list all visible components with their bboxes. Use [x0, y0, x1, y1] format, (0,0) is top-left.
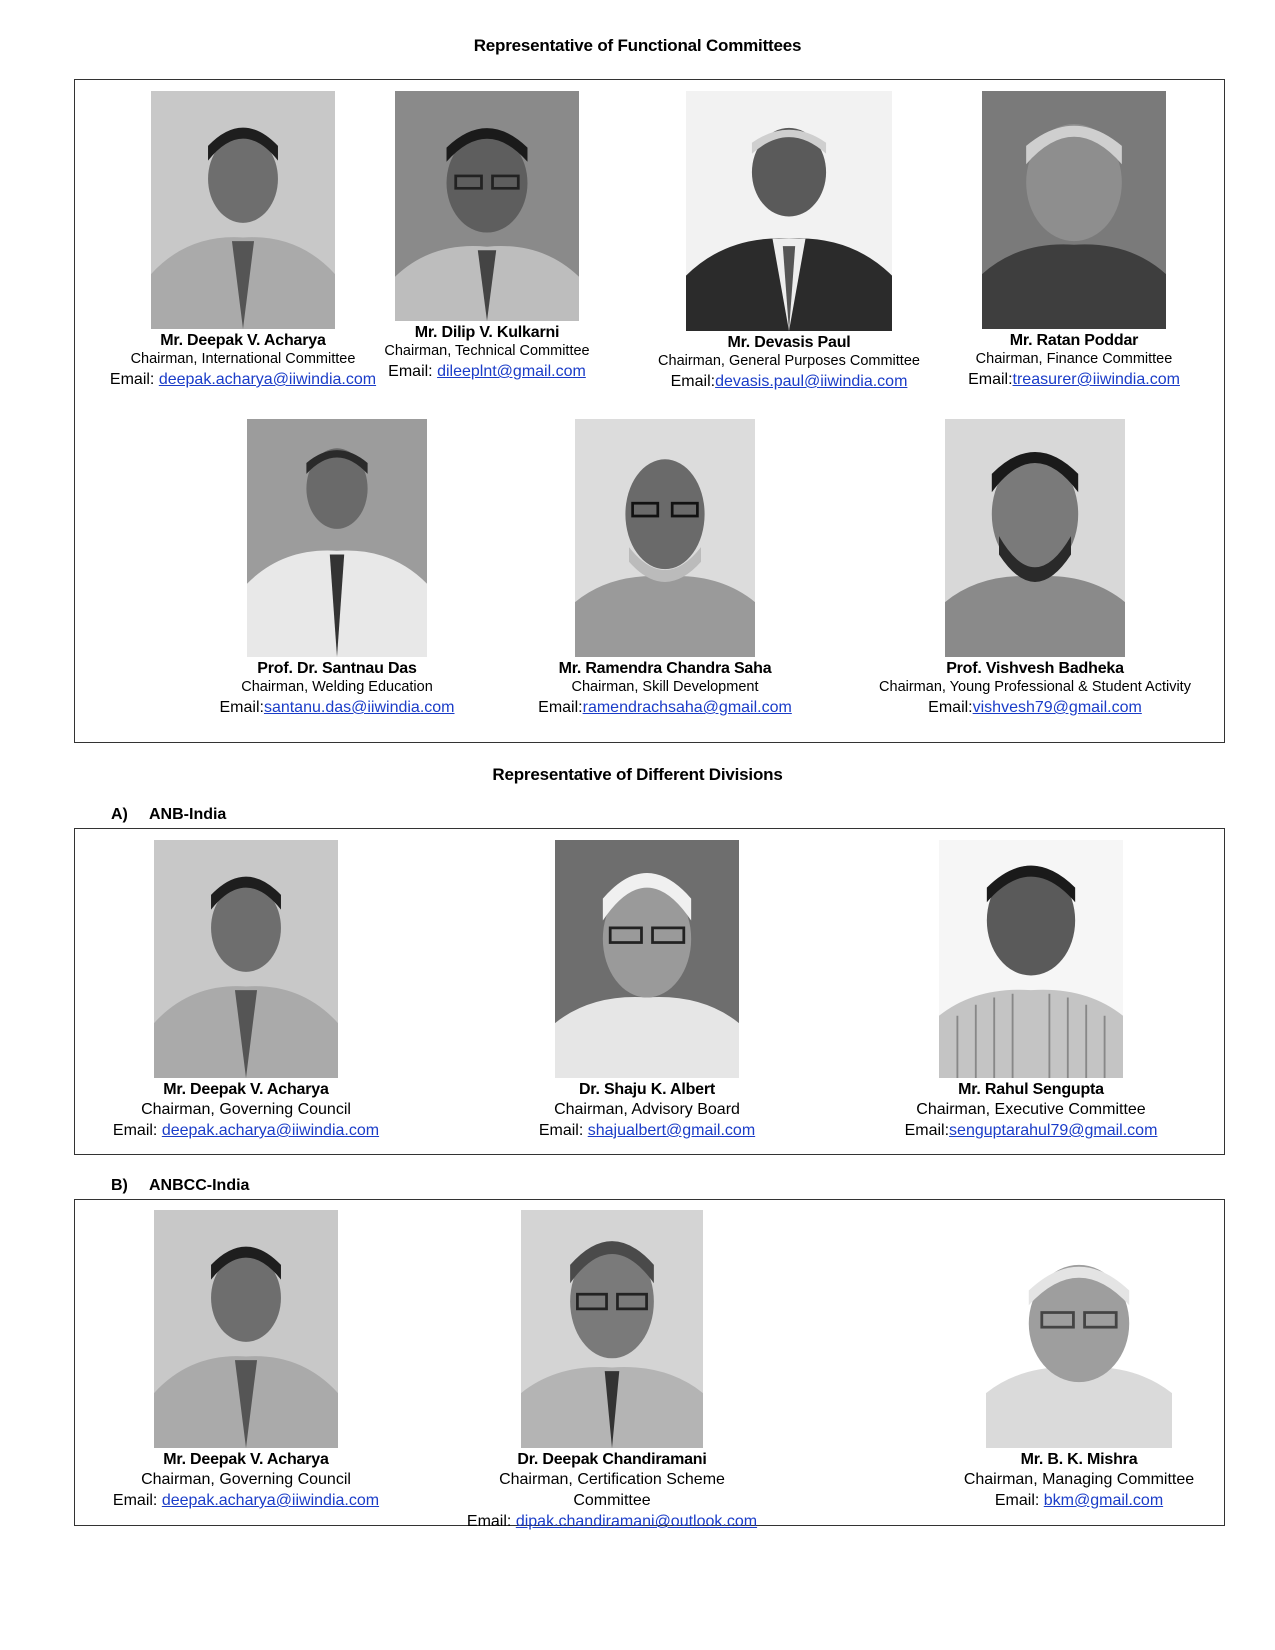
portrait-photo [575, 419, 755, 657]
person-card [187, 419, 487, 718]
email-label: Email: [466, 1513, 516, 1530]
person-card [881, 840, 1181, 1141]
person-name: Mr. Ratan Poddar [1009, 332, 1139, 349]
email-line [865, 697, 1205, 718]
email-label: Email: [928, 699, 973, 716]
email-link[interactable]: dileeplnt@gmail.com [437, 363, 586, 380]
person-role: Chairman, Governing Council [141, 1101, 351, 1118]
portrait-photo [982, 91, 1166, 329]
person-name: Prof. Vishvesh Badheka [946, 660, 1124, 677]
email-label: Email: [904, 1122, 950, 1139]
person-card [639, 91, 939, 392]
email-link[interactable]: treasurer@iiwindia.com [1012, 371, 1180, 388]
email-line [929, 1490, 1229, 1511]
email-label: Email: [968, 371, 1013, 388]
email-label: Email: [538, 1122, 588, 1139]
person-card [929, 1210, 1229, 1511]
person-card [924, 91, 1224, 390]
portrait-photo [395, 91, 579, 321]
portrait-photo [986, 1210, 1172, 1448]
email-link[interactable]: deepak.acharya@iiwindia.com [158, 371, 377, 388]
person-role: Chairman, Skill Development [571, 679, 759, 695]
person-name: Mr. Deepak V. Acharya [163, 1081, 329, 1098]
person-role: Chairman, Managing Committee [963, 1471, 1195, 1488]
person-role: Chairman, Advisory Board [554, 1101, 740, 1118]
portrait-photo [555, 840, 739, 1078]
email-label: Email: [112, 1122, 162, 1139]
person-name: Mr. Deepak V. Acharya [163, 1451, 329, 1468]
person-role: Chairman, Executive Committee [916, 1101, 1146, 1118]
email-link[interactable]: santanu.das@iiwindia.com [263, 699, 455, 716]
person-role: Chairman, Young Professional & Student Activity [879, 679, 1191, 695]
anbcc-india-title: ANBCC-India [149, 1177, 250, 1194]
functional-committees-heading: Representative of Functional Committees [473, 36, 802, 55]
email-link[interactable]: deepak.acharya@iiwindia.com [161, 1492, 380, 1509]
person-name: Mr. Dilip V. Kulkarni [414, 324, 560, 341]
person-card [462, 1210, 762, 1532]
list-marker: B) [111, 1177, 128, 1194]
email-line [337, 361, 637, 382]
person-name: Dr. Deepak Chandiramani [517, 1451, 707, 1468]
person-name: Mr. B. K. Mishra [1020, 1451, 1138, 1468]
anbcc-india-heading [111, 1177, 249, 1195]
person-card [497, 840, 797, 1141]
person-role: Chairman, Governing Council [141, 1471, 351, 1488]
person-card [337, 91, 637, 382]
email-label: Email: [109, 371, 159, 388]
email-line [96, 1490, 396, 1511]
person-name: Mr. Devasis Paul [727, 334, 851, 351]
divisions-heading: Representative of Different Divisions [492, 765, 783, 784]
person-name: Mr. Deepak V. Acharya [160, 332, 326, 349]
email-line [462, 1511, 762, 1532]
email-line [881, 1120, 1181, 1141]
person-card [96, 840, 396, 1141]
email-line [187, 697, 487, 718]
email-link[interactable]: ramendrachsaha@gmail.com [582, 699, 792, 716]
person-name: Mr. Ramendra Chandra Saha [558, 660, 772, 677]
email-link[interactable]: shajualbert@gmail.com [587, 1122, 756, 1139]
email-line [96, 1120, 396, 1141]
email-link[interactable]: devasis.paul@iiwindia.com [715, 373, 908, 390]
email-label: Email: [388, 363, 438, 380]
portrait-photo [939, 840, 1123, 1078]
person-role: Chairman, Welding Education [241, 679, 433, 695]
email-label: Email: [994, 1492, 1044, 1509]
email-link[interactable]: dipak.chandiramani@outlook.com [515, 1513, 758, 1530]
person-role: Chairman, Certification Scheme Committee [499, 1471, 725, 1509]
person-role: Chairman, General Purposes Committee [658, 353, 920, 369]
email-link[interactable]: senguptarahul79@gmail.com [949, 1122, 1158, 1139]
email-label: Email: [219, 699, 264, 716]
portrait-photo [247, 419, 427, 657]
email-link[interactable]: deepak.acharya@iiwindia.com [161, 1122, 380, 1139]
portrait-photo [154, 840, 338, 1078]
person-role: Chairman, Finance Committee [975, 351, 1173, 367]
email-line [515, 697, 815, 718]
person-card [865, 419, 1205, 718]
person-name: Dr. Shaju K. Albert [578, 1081, 716, 1098]
email-line [497, 1120, 797, 1141]
portrait-photo [521, 1210, 703, 1448]
list-marker: A) [111, 806, 128, 823]
person-role: Chairman, International Committee [130, 351, 356, 367]
portrait-photo [686, 91, 892, 331]
email-line [924, 369, 1224, 390]
anb-india-title: ANB-India [149, 806, 227, 823]
email-link[interactable]: bkm@gmail.com [1043, 1492, 1164, 1509]
person-name: Prof. Dr. Santnau Das [257, 660, 417, 677]
person-name: Mr. Rahul Sengupta [958, 1081, 1104, 1098]
portrait-photo [151, 91, 335, 329]
portrait-photo [945, 419, 1125, 657]
email-label: Email: [112, 1492, 162, 1509]
email-label: Email: [538, 699, 583, 716]
person-card [96, 1210, 396, 1511]
person-card [515, 419, 815, 718]
portrait-photo [154, 1210, 338, 1448]
person-role: Chairman, Technical Committee [384, 343, 590, 359]
email-line [639, 371, 939, 392]
email-link[interactable]: vishvesh79@gmail.com [972, 699, 1142, 716]
email-label: Email: [670, 373, 716, 390]
anb-india-heading [111, 806, 226, 824]
